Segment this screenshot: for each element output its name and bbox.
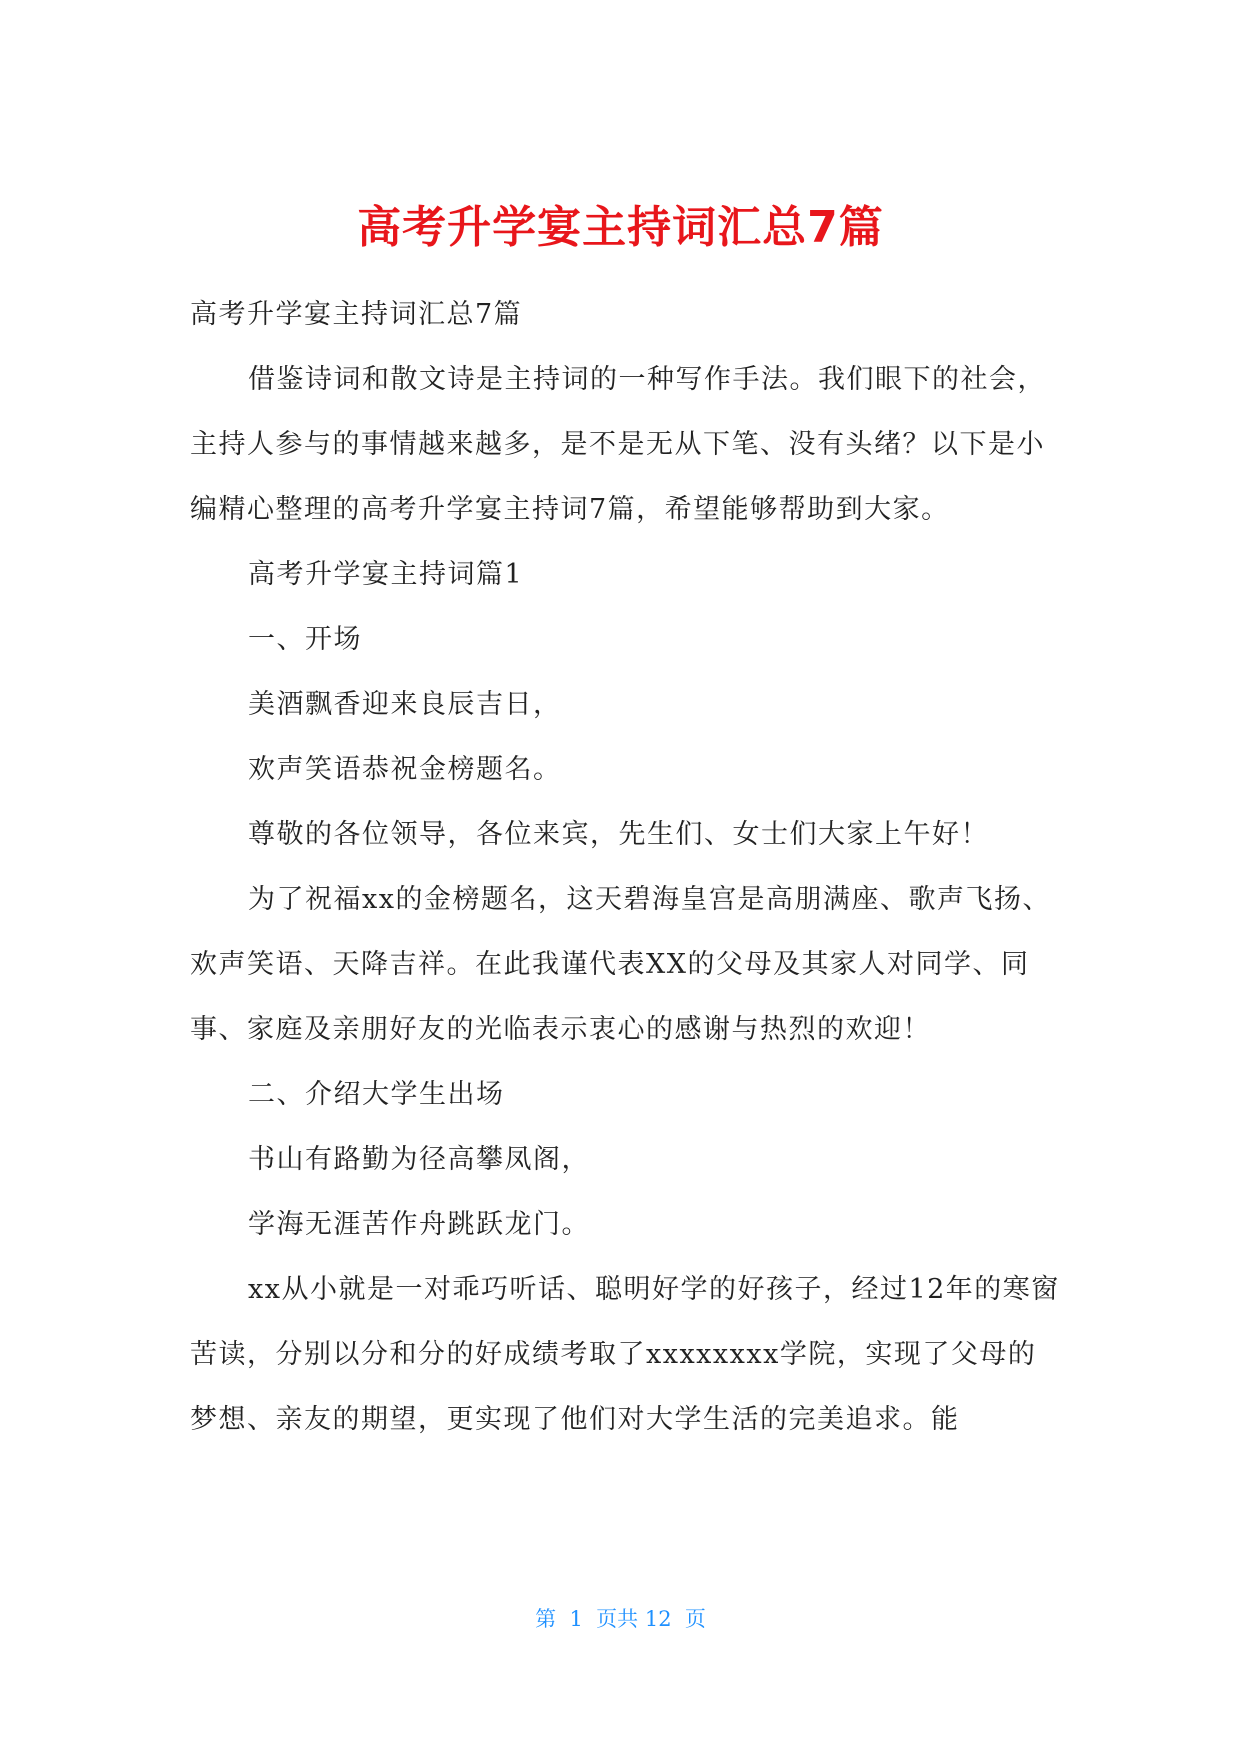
student-intro-paragraph: xx从小就是一对乖巧听话、聪明好学的好孩子，经过12年的寒窗苦读，分别以分和分的好成绩考取了xxxxxxxx学院，实现了父母的梦想、亲友的期望，更实现了他们对大学生活的完美追求。能 xyxy=(190,1274,1060,1435)
verse-line: 书山有路勤为径高攀凤阁， xyxy=(248,1144,590,1175)
section-heading-1: 高考升学宴主持词篇1 xyxy=(248,559,524,590)
document-title: 高考升学宴主持词汇总7篇 xyxy=(357,202,884,253)
page-footer: 第 1 页共 12 页 xyxy=(535,1607,706,1631)
verse-line: 学海无涯苦作舟跳跃龙门。 xyxy=(248,1209,590,1240)
subtitle-line: 高考升学宴主持词汇总7篇 xyxy=(190,299,523,330)
document-body xyxy=(190,282,1062,1452)
subheading-introduce-student: 二、介绍大学生出场 xyxy=(248,1079,505,1110)
verse-line: 美酒飘香迎来良辰吉日， xyxy=(248,689,562,720)
verse-line: 欢声笑语恭祝金榜题名。 xyxy=(248,754,562,785)
intro-paragraph: 借鉴诗词和散文诗是主持词的一种写作手法。我们眼下的社会，主持人参与的事情越来越多，是不是无从下笔、没有头绪？以下是小编精心整理的高考升学宴主持词7篇，希望能够帮助到大家。 xyxy=(190,364,1046,525)
welcome-paragraph: 为了祝福xx的金榜题名，这天碧海皇宫是高朋满座、歌声飞扬、欢声笑语、天降吉祥。在此我谨代表XX的父母及其家人对同学、同事、家庭及亲朋好友的光临表示衷心的感谢与热烈的欢迎！ xyxy=(190,884,1051,1045)
greeting-paragraph: 尊敬的各位领导，各位来宾，先生们、女士们大家上午好！ xyxy=(248,819,989,850)
subheading-opening: 一、开场 xyxy=(248,624,362,655)
